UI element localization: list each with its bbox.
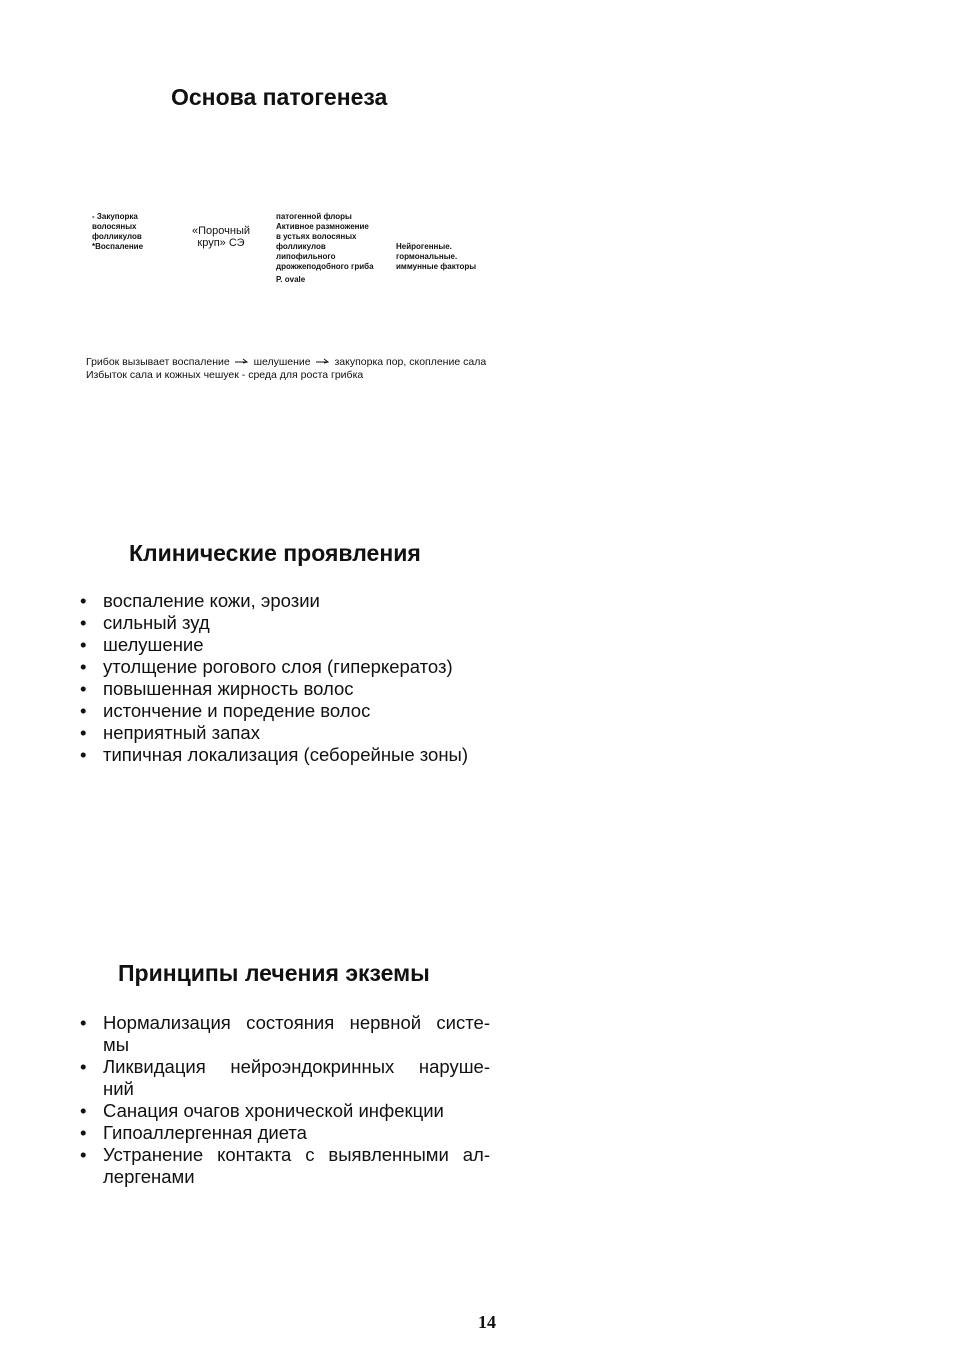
block-line: в устьях волосяных <box>276 232 357 241</box>
block-line: фолликулов <box>276 242 326 251</box>
list-item-text: неприятный запах <box>103 722 260 743</box>
pathogenesis-block-vicious-circle <box>188 225 254 249</box>
clinical-manifestations-list <box>80 590 468 766</box>
block-line: патогенной флоры <box>276 212 352 221</box>
list-item <box>80 634 468 656</box>
block-line: иммунные факторы <box>396 262 477 271</box>
bullet: • <box>80 700 87 721</box>
treatment-principles-list <box>80 1012 490 1188</box>
pathogenesis-block-blockage <box>92 212 143 252</box>
list-item <box>80 590 468 612</box>
list-item-text: шелушение <box>103 634 204 655</box>
block-line: гормональные. <box>396 252 458 261</box>
pathogenesis-caption-1 <box>86 356 486 369</box>
list-item <box>80 656 468 678</box>
bullet: • <box>80 1012 87 1033</box>
bullet: • <box>80 1056 87 1077</box>
bullet: • <box>80 1144 87 1165</box>
page-number: 14 <box>478 1312 496 1332</box>
block-line: круп» СЭ <box>197 237 245 249</box>
slide1-title: Основа патогенеза <box>171 84 388 110</box>
list-item <box>80 1144 490 1188</box>
bullet: • <box>80 656 87 677</box>
list-item-text: истончение и поредение волос <box>103 700 371 721</box>
list-item-text: воспаление кожи, эрозии <box>103 590 320 611</box>
block-line: *Воспаление <box>92 242 144 251</box>
block-line: P. ovale <box>276 275 306 284</box>
block-line: - Закупорка <box>92 212 138 221</box>
slide3-title: Принципы лечения экземы <box>118 960 430 986</box>
pathogenesis-block-flora <box>276 212 374 285</box>
bullet: • <box>80 1100 87 1121</box>
slide2-title: Клинические проявления <box>129 540 421 566</box>
list-item-text-cont: лергенами <box>103 1166 195 1187</box>
bullet: • <box>80 678 87 699</box>
bullet: • <box>80 722 87 743</box>
list-item-text: Санация очагов хронической инфекции <box>103 1100 444 1121</box>
list-item-text: Устранение контакта с выявленными ал- <box>103 1144 490 1165</box>
caption-text: шелушение <box>253 356 311 368</box>
block-line: Активное размножение <box>276 222 369 231</box>
caption-text: закупорка пор, скопление сала <box>334 356 487 368</box>
list-item <box>80 612 468 634</box>
bullet: • <box>80 634 87 655</box>
list-item-text-cont: ний <box>103 1078 134 1099</box>
list-item <box>80 700 468 722</box>
pathogenesis-caption-2: Избыток сала и кожных чешуек - среда для роста грибка <box>86 369 364 381</box>
list-item-text: повышенная жирность волос <box>103 678 354 699</box>
block-line: липофильного <box>276 252 336 261</box>
pathogenesis-block-factors <box>396 242 476 272</box>
block-line: Нейрогенные. <box>396 242 452 251</box>
list-item <box>80 1122 490 1144</box>
list-item-text: сильный зуд <box>103 612 210 633</box>
list-item-text: Ликвидация нейроэндокринных наруше- <box>103 1056 490 1077</box>
caption-text: Грибок вызывает воспаление <box>86 356 230 368</box>
bullet: • <box>80 1122 87 1143</box>
block-line: фолликулов <box>92 232 142 241</box>
block-line: волосяных <box>92 222 137 231</box>
list-item <box>80 744 468 766</box>
list-item-text-cont: мы <box>103 1034 130 1055</box>
list-item <box>80 1012 490 1056</box>
list-item-text: Нормализация состояния нервной систе- <box>103 1012 490 1033</box>
list-item-text: типичная локализация (себорейные зоны) <box>103 744 468 765</box>
list-item <box>80 678 468 700</box>
list-item <box>80 1100 490 1122</box>
bullet: • <box>80 612 87 633</box>
bullet: • <box>80 590 87 611</box>
bullet: • <box>80 744 87 765</box>
block-line: дрожжеподобного гриба <box>276 262 374 271</box>
list-item-text: Гипоаллергенная диета <box>103 1122 307 1143</box>
list-item-text: утолщение рогового слоя (гиперкератоз) <box>103 656 453 677</box>
block-line: «Порочный <box>192 225 250 237</box>
list-item <box>80 1056 490 1100</box>
list-item <box>80 722 468 744</box>
arrow-right-icon <box>235 356 249 369</box>
arrow-right-icon <box>316 356 330 369</box>
